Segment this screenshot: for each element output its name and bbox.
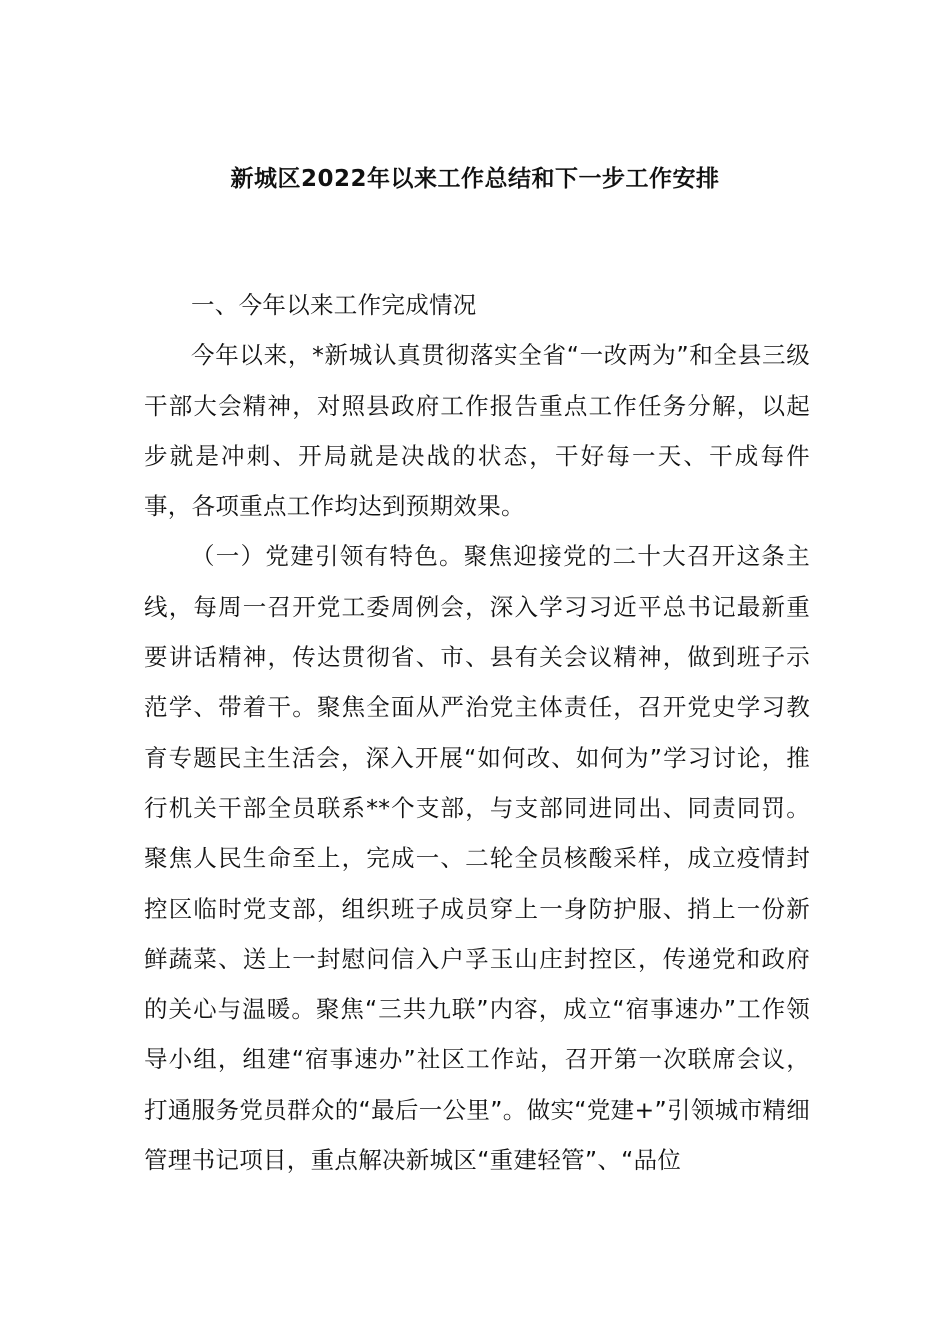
- document-body: [144, 280, 810, 1185]
- document-title: 新城区2022年以来工作总结和下一步工作安排: [230, 166, 720, 192]
- section-heading: 一、今年以来工作完成情况: [191, 291, 477, 319]
- party-building-paragraph: （一）党建引领有特色。聚焦迎接党的二十大召开这条主线，每周一召开党工委周例会，深入学习习近平总书记最新重要讲话精神，传达贯彻省、市、县有关会议精神，做到班子示范学、带着干。聚焦全面从严治党主体责任，召开党史学习教育专题民主生活会，深入开展“如何改、如何为”学习讨论，推行机关干部全员联系**个支部，与支部同进同出、同责同罚。聚焦人民生命至上，完成一、二轮全员核酸采样，成立疫情封控区临时党支部，组织班子成员穿上一身防护服、捎上一份新鲜蔬菜、送上一封慰问信入户孚玉山庄封控区，传递党和政府的关心与温暖。聚焦“三共九联”内容，成立“宿事速办”工作领导小组，组建“宿事速办”社区工作站，召开第一次联席会议，打通服务党员群众的“最后一公里”。做实“党建+”引领城市精细管理书记项目，重点解决新城区“重建轻管”、“品位: [144, 542, 810, 1175]
- intro-paragraph: 今年以来，*新城认真贯彻落实全省“一改两为”和全县三级干部大会精神，对照县政府工作报告重点工作任务分解，以起步就是冲刺、开局就是决战的状态，干好每一天、干成每件事，各项重点工作均达到预期效果。: [144, 341, 810, 521]
